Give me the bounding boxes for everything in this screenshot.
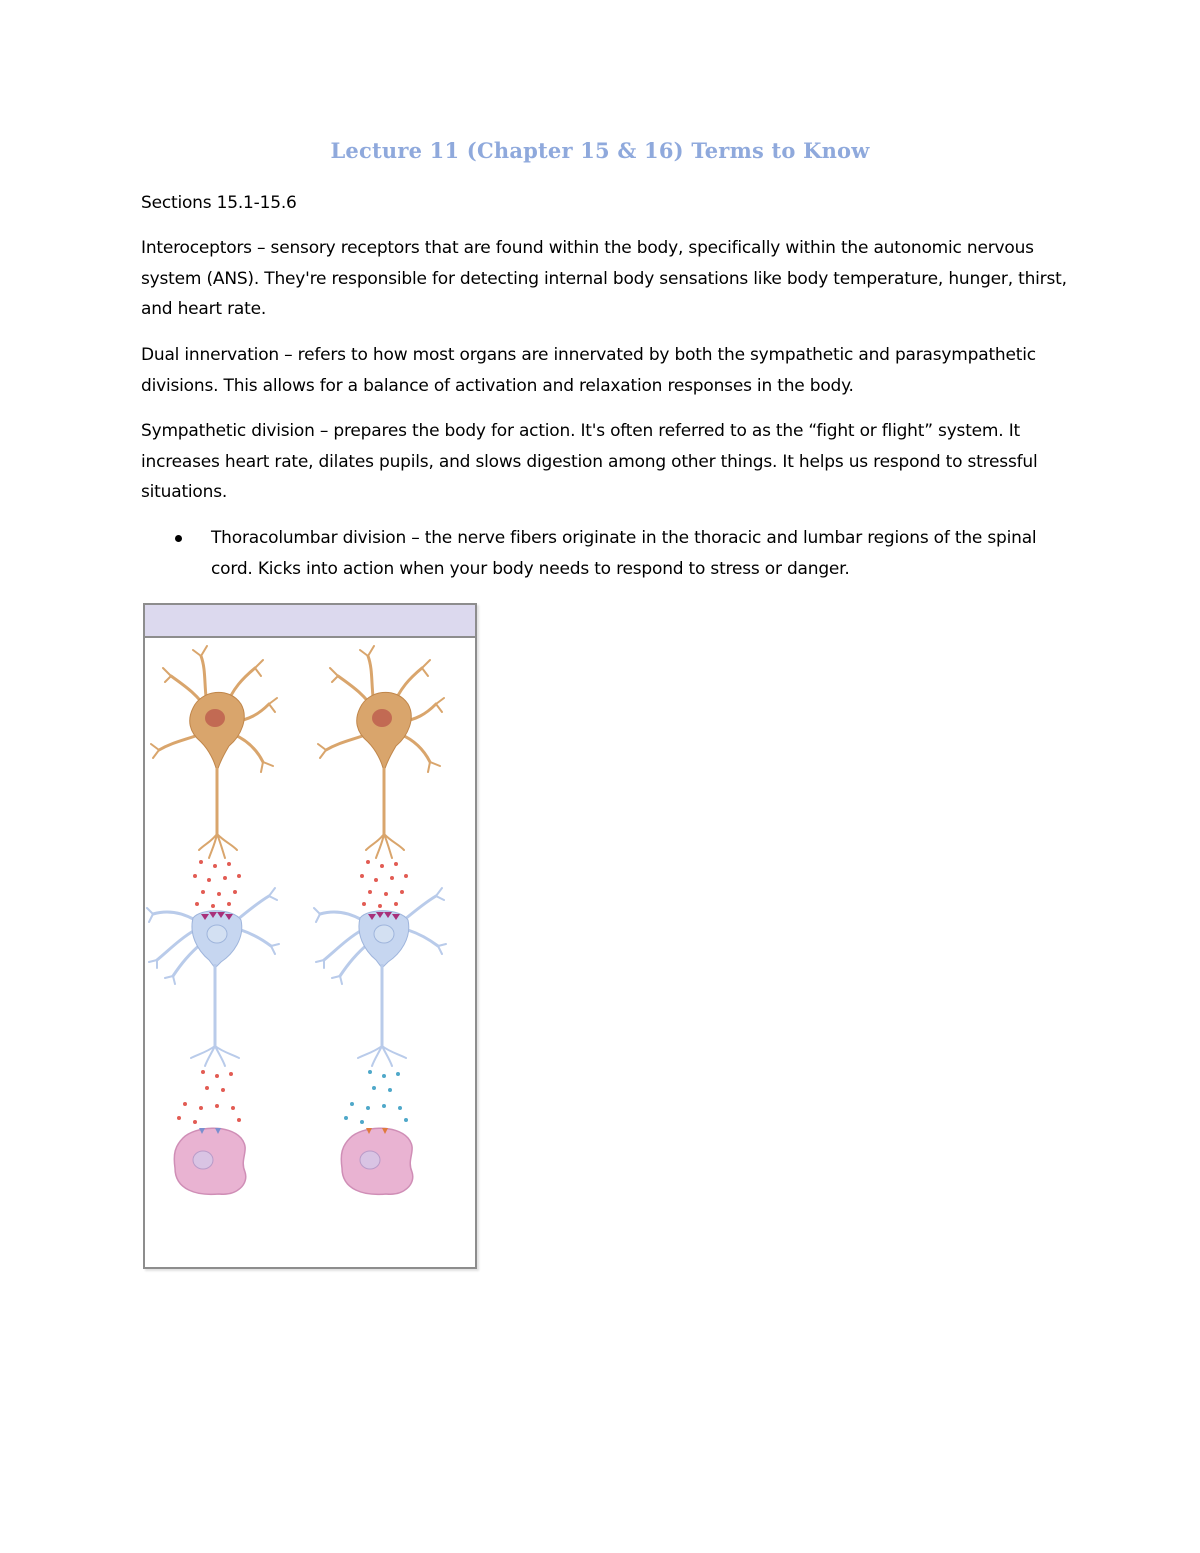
paragraph-interoceptors: Interoceptors – sensory receptors that are found within the body, specifically within the autonomic nervous system (ANS). They're responsible for detecting internal body sensations like body temperature, hunger, thirst, and heart rate. [141, 238, 1067, 319]
neuron-diagram [145, 638, 475, 1269]
preganglionic-neuron-icon [151, 646, 277, 858]
neuron-column-left [147, 646, 279, 1194]
postganglionic-neuron-icon [147, 888, 279, 1066]
neurotransmitter-dots-icon [360, 860, 408, 908]
bullet-text-thoracolumbar: Thoracolumbar division – the nerve fibers originate in the thoracic and lumbar regions of the spinal cord. Kicks into action when your body needs to respond to stress or danger. [211, 528, 1037, 579]
neurotransmitter-dots-icon [344, 1070, 408, 1124]
sections-label: Sections 15.1-15.6 [141, 193, 297, 213]
bullet-list [141, 523, 1081, 584]
paragraph-sympathetic-division: Sympathetic division – prepares the body for action. It's often referred to as the “fight or flight” system. It increases heart rate, dilates pupils, and slows digestion among other things. It helps us respond to stressful situations. [141, 421, 1038, 502]
neuron-pathway-figure [143, 603, 477, 1269]
target-cell-icon [174, 1128, 245, 1194]
page-title: Lecture 11 (Chapter 15 & 16) Terms to Know [330, 138, 870, 163]
neurotransmitter-dots-icon [177, 1070, 241, 1124]
neuron-column-right [314, 646, 446, 1194]
target-cell-icon [341, 1128, 412, 1194]
figure-header-bar [145, 605, 475, 638]
preganglionic-neuron-icon [318, 646, 444, 858]
list-item [141, 523, 1081, 584]
neurotransmitter-dots-icon [193, 860, 241, 908]
paragraph-dual-innervation: Dual innervation – refers to how most organs are innervated by both the sympathetic and parasympathetic divisions. This allows for a balance of activation and relaxation responses in the body. [141, 345, 1036, 396]
postganglionic-neuron-icon [314, 888, 446, 1066]
bullet-icon [175, 535, 182, 542]
